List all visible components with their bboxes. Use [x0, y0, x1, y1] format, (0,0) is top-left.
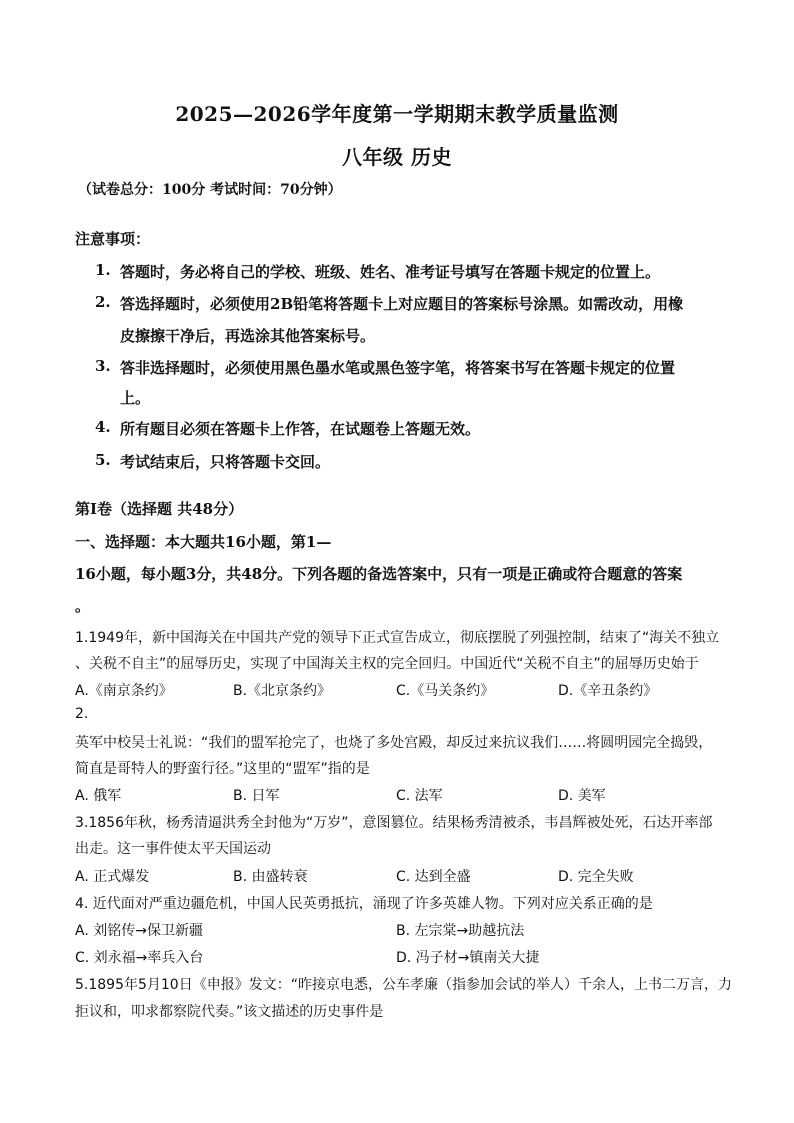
part-title: 第Ⅰ卷（选择题 共48分）: [75, 500, 244, 518]
answer-option: D. 完全失败: [558, 869, 634, 885]
answer-option: C.《马关条约》: [396, 683, 495, 699]
answer-option: B. 由盛转衰: [233, 869, 308, 885]
answer-option: A. 正式爆发: [75, 869, 150, 885]
answer-option: C. 刘永福→率兵入台: [75, 950, 204, 966]
question-text: 简直是哥特人的野蛮行径。”这里的“盟军”指的是: [75, 761, 370, 777]
answer-option: A.《南京条约》: [75, 683, 173, 699]
section-intro-line: 。: [75, 597, 91, 615]
question-text: 出走。这一事件使太平天国运动: [75, 841, 271, 857]
section-intro-line: 16小题，每小题3分，共48分。下列各题的备选答案中，只有一项是正确或符合题意的答案: [75, 565, 683, 583]
question-text: 、关税不自主”的屈辱历史，实现了中国海关主权的完全回归。中国近代“关税不自主”的屈辱历史始于: [75, 656, 699, 672]
answer-option: A. 俄军: [75, 788, 122, 804]
answer-option: B.《北京条约》: [233, 683, 332, 699]
answer-option: B. 日军: [233, 788, 280, 804]
section-intro-line: 一、选择题：本大题共16小题，第1—: [75, 533, 332, 551]
notice-item-text: 上。: [120, 389, 151, 407]
notice-item-text: 答题时，务必将自己的学校、班级、姓名、准考证号填写在答题卡规定的位置上。: [120, 263, 661, 281]
answer-option: D. 冯子材→镇南关大捷: [396, 950, 540, 966]
question-text: 5.1895年5月10日《申报》发文：“昨接京电悉，公车孝廉（指参加会试的举人）千余人，上书二万言，力: [75, 977, 732, 993]
answer-option: C. 法军: [396, 788, 443, 804]
notice-item-text: 答非选择题时，必须使用黑色墨水笔或黑色签字笔，将答案书写在答题卡规定的位置: [120, 359, 676, 377]
exam-title: 2025—2026学年度第一学期期末教学质量监测: [175, 102, 619, 126]
answer-option: C. 达到全盛: [396, 869, 471, 885]
notice-item-text: 所有题目必须在答题卡上作答，在试题卷上答题无效。: [120, 420, 481, 438]
notice-item-number: 4.: [95, 418, 111, 436]
answer-option: D.《辛丑条约》: [558, 683, 658, 699]
answer-option: B. 左宗棠→助越抗法: [396, 923, 525, 939]
question-text: 4. 近代面对严重边疆危机，中国人民英勇抵抗，涌现了许多英雄人物。下列对应关系正确的是: [75, 896, 653, 912]
question-text: 3.1856年秋，杨秀清逼洪秀全封他为“万岁”，意图篡位。结果杨秀清被杀，韦昌辉被处死，石达开率部: [75, 815, 713, 831]
notice-item-text: 皮擦擦干净后，再选涂其他答案标号。: [120, 327, 376, 345]
question-text: 2.: [75, 706, 89, 722]
exam-info: （试卷总分：100分 考试时间：70分钟）: [78, 182, 342, 198]
question-text: 拒议和，叩求都察院代奏。”该文描述的历史事件是: [75, 1004, 384, 1020]
notice-item-number: 1.: [95, 261, 111, 279]
notice-heading: 注意事项：: [75, 230, 151, 248]
question-text: 英军中校吴士礼说：“我们的盟军抢完了，也烧了多处宫殿，却反过来抗议我们……将圆明园完全捣毁，: [75, 735, 713, 751]
notice-item-number: 3.: [95, 357, 111, 375]
answer-option: A. 刘铭传→保卫新疆: [75, 923, 203, 939]
exam-subtitle: 八年级 历史: [342, 145, 452, 169]
notice-item-text: 考试结束后，只将答题卡交回。: [120, 453, 331, 471]
answer-option: D. 美军: [558, 788, 606, 804]
notice-item-text: 答选择题时，必须使用2B铅笔将答题卡上对应题目的答案标号涂黑。如需改动，用橡: [120, 295, 684, 313]
question-text: 1.1949年，新中国海关在中国共产党的领导下正式宣告成立，彻底摆脱了列强控制，结束了“海关不独立: [75, 630, 720, 646]
notice-item-number: 2.: [95, 293, 111, 311]
notice-item-number: 5.: [95, 451, 111, 469]
